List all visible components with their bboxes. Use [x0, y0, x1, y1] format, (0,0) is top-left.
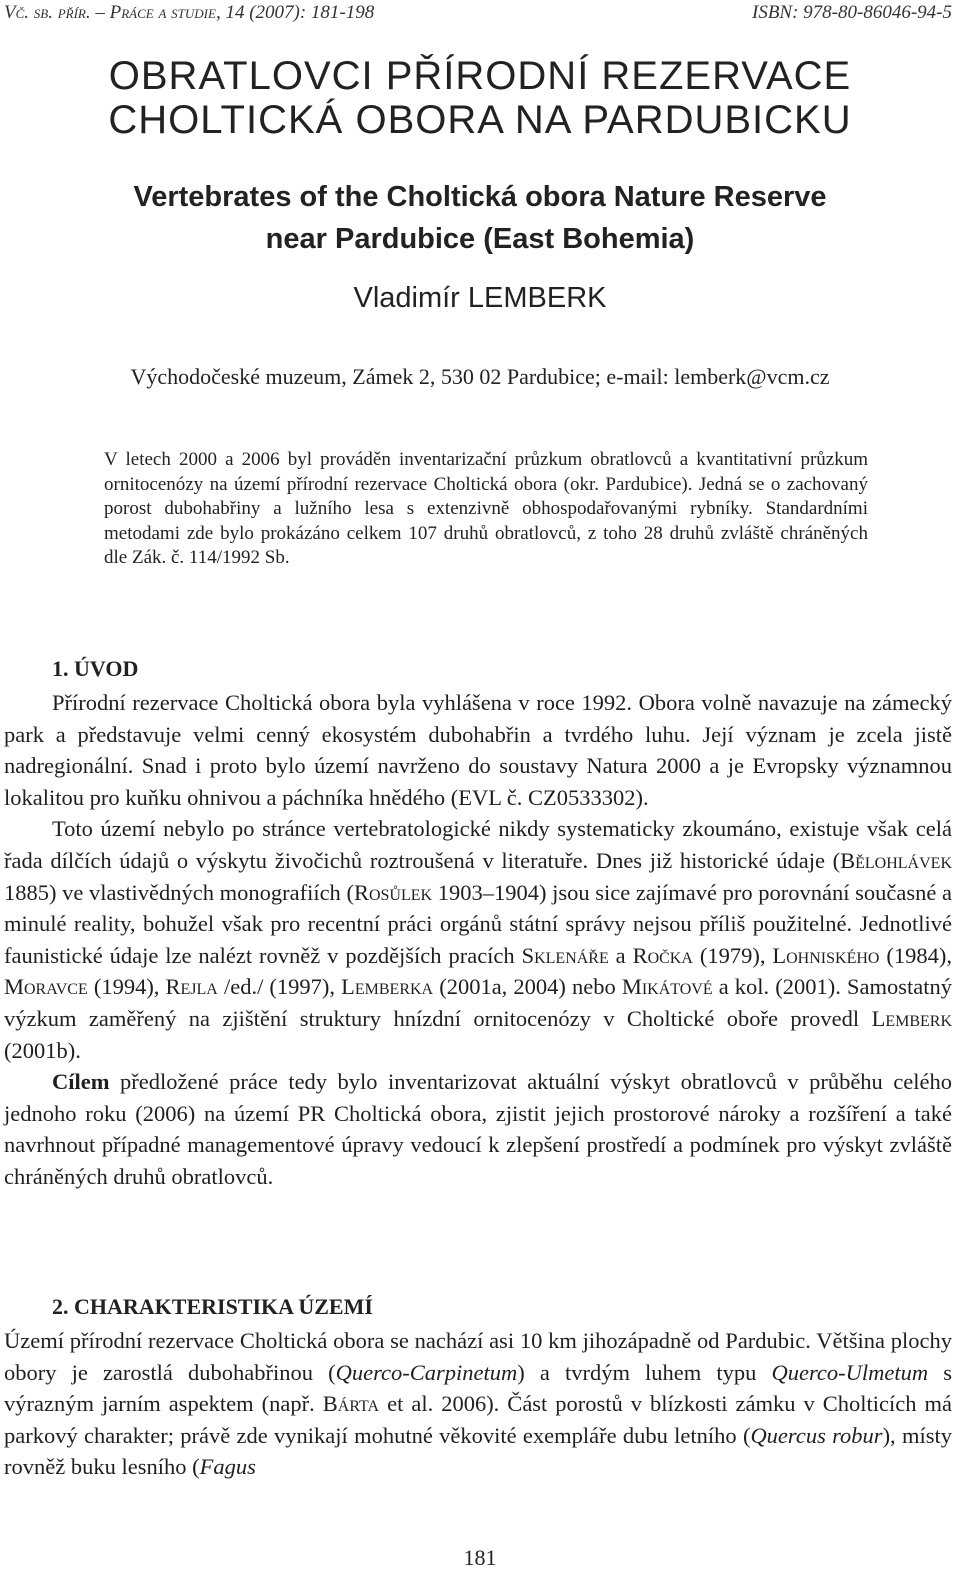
paragraph-3: Cílem předložené práce tedy bylo inventarizovat aktuální výskyt obratlovců v průběhu celého jednoho roku (2006) na území PR Choltická obora, zjistit jejich prostorové nároky a rozšíření a také navrhnout případné managementové úpravy vedoucí k zlepšení prostředí a podmínek pro výskyt zvláště chráněných druhů obratlovců.	[4, 1069, 952, 1189]
section-site-description-body	[4, 1325, 952, 1483]
author-name: Vladimír LEMBERK	[353, 282, 607, 314]
english-subtitle	[0, 176, 960, 260]
isbn: ISBN: 978-80-86046-94-5	[752, 2, 952, 23]
section-heading-introduction: 1. ÚVOD	[52, 656, 139, 681]
subtitle-line-1: Vertebrates of the Choltická obora Nature Reserve	[133, 181, 827, 213]
title-line-1: OBRATLOVCI PŘÍRODNÍ REZERVACE	[108, 54, 852, 98]
title-line-2: CHOLTICKÁ OBORA NA PARDUBICKU	[108, 98, 852, 142]
paragraph-4: Území přírodní rezervace Choltická obora se nachází asi 10 km jihozápadně od Pardubic. Většina plochy obory je zarostlá dubohabřinou (Querco-Carpinetum) a tvrdým luhem typu Querco-Ulmetum s výrazným jarním aspektem (např. Bárta et al. 2006). Část porostů v blízkosti zámku v Cholticích má parkový charakter; právě zde vynikají mohutné věkovité exempláře dubu letního (Quercus robur), místy rovněž buku lesního (Fagus	[4, 1328, 953, 1480]
paragraph-1: Přírodní rezervace Choltická obora byla vyhlášena v roce 1992. Obora volně navazuje na zámecký park a představuje velmi cenný ekosystém dubohabřin a tvrdého luhu. Její význam je zcela jistě nadregionální. Snad i proto bylo území navrženo do soustavy Natura 2000 a je Evropsky významnou lokalitou pro kuňku ohnivou a páchníka hnědého (EVL č. CZ0533302).	[4, 690, 952, 810]
section-heading-site-description: 2. CHARAKTERISTIKA ÚZEMÍ	[52, 1294, 373, 1319]
running-header	[4, 2, 952, 30]
page-number: 181	[463, 1545, 497, 1570]
author-affiliation: Východočeské muzeum, Zámek 2, 530 02 Pardubice; e-mail: lemberk@vcm.cz	[130, 364, 830, 389]
section-introduction-body	[4, 687, 952, 1193]
abstract: V letech 2000 a 2006 byl prováděn inventarizační průzkum obratlovců a kvantitativní průzkum ornitocenózy na území přírodní rezervace Choltická obora (okr. Pardubice). Jedná se o zachovaný porost dubohabřiny a lužního lesa s extenzivně obhospodařovanými rybníky. Standardními metodami zde bylo prokázáno celkem 107 druhů obratlovců, z toho 28 druhů zvláště chráněných dle Zák. č. 114/1992 Sb.	[104, 449, 868, 568]
subtitle-line-2: near Pardubice (East Bohemia)	[265, 223, 695, 255]
paragraph-2: Toto území nebylo po stránce vertebratologické nikdy systematicky zkoumáno, existuje však celá řada dílčích údajů o výskytu živočichů roztroušená v literatuře. Dnes již historické údaje (Bělohlávek 1885) ve vlastivědných monografiích (Rosůlek 1903–1904) jsou sice zajímavé pro porovnání současné a minulé reality, bohužel však pro recentní práci orgánů státní správy nejsou příliš použitelné. Jednotlivé faunistické údaje lze nalézt rovněž v pozdějších pracích Sklenáře a Ročka (1979), Lohniského (1984), Moravce (1994), Rejla /ed./ (1997), Lemberka (2001a, 2004) nebo Mikátové a kol. (2001). Samostatný výzkum zaměřený na zjištění struktury hnízdní ornitocenózy v Choltické oboře provedl Lemberk (2001b).	[4, 816, 952, 1063]
page-title	[0, 54, 960, 142]
journal-citation: Vč. sb. přír. – Práce a studie, 14 (2007): 181-198	[4, 2, 375, 23]
